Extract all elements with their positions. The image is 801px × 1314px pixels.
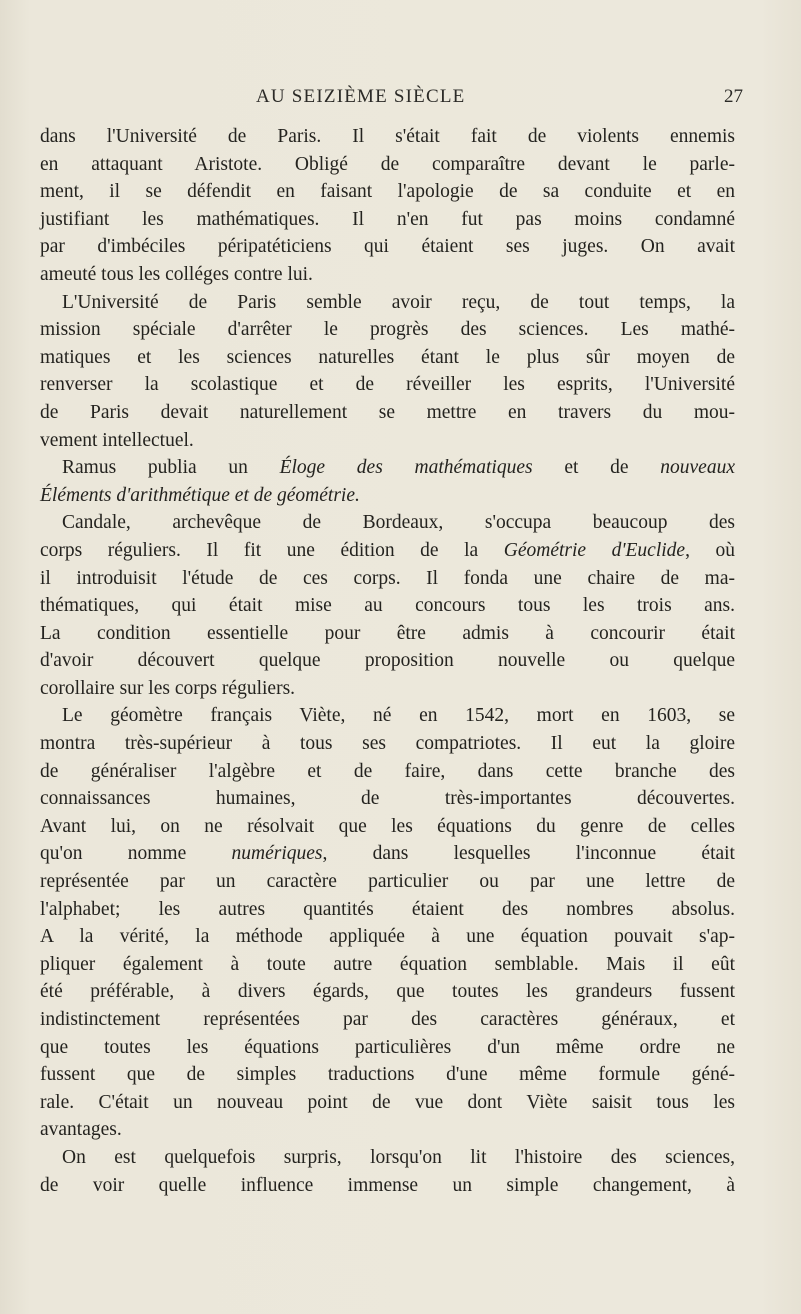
line-text: pliquer également à toute autre équation semblable. Mais il eût — [40, 953, 735, 975]
text-line — [40, 896, 735, 924]
line-text: L'Université de Paris semble avoir reçu, de tout temps, la — [62, 291, 735, 313]
line-text: Avant lui, on ne résolvait que les équations du genre de celles — [40, 815, 735, 837]
line-text: été préférable, à divers égards, que toutes les grandeurs fussent — [40, 981, 735, 1003]
text-line — [40, 620, 735, 648]
line-text: ameuté tous les colléges contre lui. — [40, 263, 313, 285]
line-text: , dans lesquelles l'inconnue était — [322, 843, 735, 865]
line-text: dans l'Université de Paris. Il s'était fait de violents ennemis — [40, 126, 735, 147]
line-text: montra très-supérieur à tous ses compatriotes. Il eut la gloire — [40, 733, 735, 755]
line-text: avantages. — [40, 1119, 122, 1141]
text-line — [40, 123, 735, 151]
line-text: fussent que de simples traductions d'une même formule géné- — [40, 1064, 735, 1086]
line-text: , où — [685, 539, 735, 561]
line-text: On est quelquefois surpris, lorsqu'on lit l'histoire des sciences, — [62, 1146, 735, 1168]
line-text: corollaire sur les corps réguliers. — [40, 677, 296, 699]
text-line — [40, 813, 735, 841]
text-line — [40, 454, 735, 482]
line-text: il introduisit l'étude de ces corps. Il fonda une chaire de ma- — [40, 567, 735, 589]
italic-title: Éléments d'arithmétique et de géométrie. — [40, 484, 360, 506]
line-text: thématiques, qui était mise au concours tous les trois ans. — [40, 595, 735, 617]
line-text: que toutes les équations particulières d'un même ordre ne — [40, 1036, 735, 1058]
text-line — [40, 151, 735, 179]
line-text: en attaquant Aristote. Obligé de comparaître devant le parle- — [40, 153, 735, 175]
text-line — [40, 206, 735, 234]
line-text: renverser la scolastique et de réveiller les esprits, l'Université — [40, 374, 735, 396]
text-line — [40, 951, 735, 979]
text-line — [40, 1061, 735, 1089]
line-text: qu'on nomme — [40, 843, 232, 865]
line-text: de Paris devait naturellement se mettre en travers du mou- — [40, 401, 735, 423]
running-head: AU SEIZIÈME SIÈCLE — [256, 86, 466, 107]
line-text: l'alphabet; les autres quantités étaient des nombres absolus. — [40, 898, 735, 920]
line-text: La condition essentielle pour être admis à concourir était — [40, 622, 735, 644]
line-text: rale. C'était un nouveau point de vue dont Viète saisit tous les — [40, 1091, 735, 1113]
text-line — [40, 702, 735, 730]
text-line — [40, 923, 735, 951]
page-header — [0, 86, 801, 110]
line-text: Candale, archevêque de Bordeaux, s'occupa beaucoup des — [62, 512, 735, 534]
line-text: mission spéciale d'arrêter le progrès des sciences. Les mathé- — [40, 319, 735, 341]
text-line — [40, 344, 735, 372]
text-line — [40, 785, 735, 813]
text-line — [40, 371, 735, 399]
text-line — [40, 592, 735, 620]
text-line — [40, 482, 735, 510]
page-number: 27 — [724, 86, 743, 107]
line-text: de généraliser l'algèbre et de faire, dans cette branche des — [40, 760, 735, 782]
text-line — [40, 178, 735, 206]
line-text: Ramus publia un — [62, 457, 280, 479]
line-text: Le géomètre français Viète, né en 1542, mort en 1603, se — [62, 705, 735, 727]
text-line — [40, 1089, 735, 1117]
text-line — [40, 868, 735, 896]
line-text: matiques et les sciences naturelles étant le plus sûr moyen de — [40, 346, 735, 368]
line-text: indistinctement représentées par des caractères généraux, et — [40, 1009, 735, 1030]
text-line — [40, 289, 735, 317]
italic-title: Éloge des mathématiques — [279, 457, 533, 479]
text-line — [40, 840, 735, 868]
text-line — [40, 1172, 735, 1200]
line-text: justifiant les mathématiques. Il n'en fut pas moins condamné — [40, 208, 735, 230]
line-text: par d'imbéciles péripatéticiens qui étaient ses juges. On avait — [40, 236, 735, 258]
text-line — [40, 509, 735, 537]
text-line — [40, 537, 735, 565]
text-line — [40, 565, 735, 593]
line-text: A la vérité, la méthode appliquée à une équation pouvait s'ap- — [40, 926, 735, 948]
text-line — [40, 978, 735, 1006]
text-line — [40, 399, 735, 427]
text-line — [40, 647, 735, 675]
line-text: d'avoir découvert quelque proposition nouvelle ou quelque — [40, 650, 735, 672]
line-text: de voir quelle influence immense un simple changement, à — [40, 1174, 735, 1196]
italic-title: Géométrie d'Euclide — [503, 539, 686, 561]
text-line — [40, 427, 735, 455]
italic-title: nouveaux — [660, 457, 735, 479]
italic-title: numériques — [231, 843, 323, 865]
text-line — [40, 316, 735, 344]
text-line — [40, 1144, 735, 1172]
text-line — [40, 1116, 735, 1144]
body-text — [40, 123, 735, 1199]
line-text: et de — [532, 457, 661, 479]
text-line — [40, 758, 735, 786]
line-text: vement intellectuel. — [40, 429, 194, 451]
text-line — [40, 675, 735, 703]
line-text: ment, il se défendit en faisant l'apologie de sa conduite et en — [40, 181, 735, 203]
text-line — [40, 730, 735, 758]
text-line — [40, 261, 735, 289]
text-line — [40, 1034, 735, 1062]
text-line — [40, 1006, 735, 1034]
line-text: représentée par un caractère particulier ou par une lettre de — [40, 871, 735, 893]
line-text: connaissances humaines, de très-importantes découvertes. — [40, 788, 735, 810]
text-line — [40, 233, 735, 261]
line-text: corps réguliers. Il fit une édition de la — [40, 539, 504, 561]
